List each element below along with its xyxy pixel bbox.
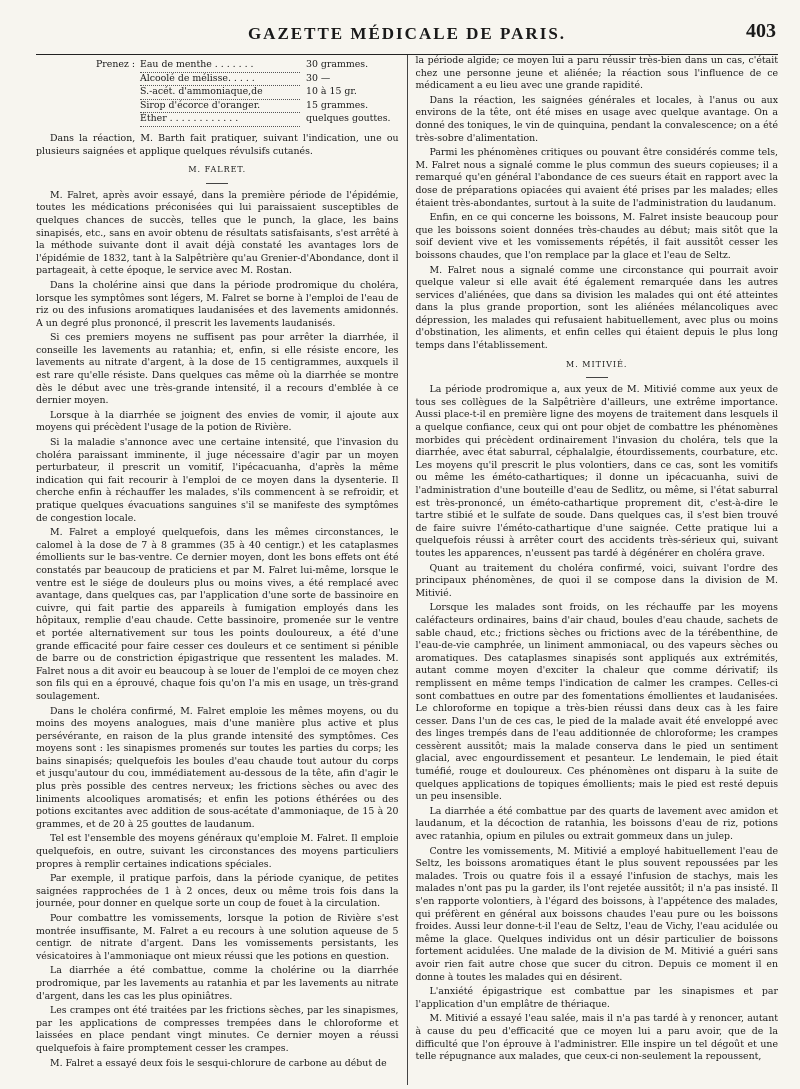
paragraph: Parmi les phénomènes critiques ou pouvant être considérés comme tels, M. Falret nous a signalé comme le plus commun des sueurs copieuses; il a remarqué qu'en général l'abondance de ces sueurs était en rapport avec la dose de préparations opiacées qui avaient été prises par les malades; elles étaient très-abondantes, surtout à la suite de l'administration du laudanum. bbox=[415, 147, 778, 209]
paragraph: M. Falret nous a signalé comme une circonstance qui pourrait avoir quelque valeur si elle avait été également remarquée dans les autres services d'aliénées, que dans sa division les malades qui ont été atteintes dans la plus grande proportion, sont les aliénées mélancoliques avec dépression, les malades qui refusaient habituellement, avec plus ou moins d'obstination, les aliments, et enfin celles qui étaient depuis le plus long temps dans l'établissement. bbox=[415, 264, 778, 352]
prescription-qty: quelques gouttes. bbox=[306, 113, 391, 125]
two-column-body bbox=[36, 55, 778, 1085]
prescription-item: Alcoolé de mélisse. . . . . bbox=[140, 73, 300, 87]
prescription-row bbox=[96, 113, 399, 127]
paragraph: M. Mitivié a essayé l'eau salée, mais il n'a pas tardé à y renoncer, autant à cause du peu d'efficacité que ce moyen lui a paru avoir, que de la difficulté que l'on éprouve à l'administrer. Elle inspire un tel dégoût et une telle répugnance aux malades, que ceux-ci non-seulement la repoussent, bbox=[415, 1013, 778, 1063]
paragraph: La diarrhée a été combattue, comme la cholérine ou la diarrhée prodromique, par les lavements au ratanhia et par les lavements au nitrate d'argent, dans les cas les plus opiniâtres. bbox=[36, 965, 399, 1002]
prescription-block bbox=[96, 59, 399, 127]
right-column bbox=[407, 55, 779, 1085]
paragraph: Lorsque les malades sont froids, on les réchauffe par les moyens caléfacteurs ordinaires, bains d'air chaud, boules d'eau chaude, sachets de sable chaud, etc.; frictions sèches ou frictions avec de la térébenthine, de l'eau-de-vie camphrée, un liniment ammoniacal, ou des vapeurs sèches ou aromatiques. Des cataplasmes sinapisés sont appliqués aux extrémités, autant comme moyen d'exciter la chaleur que comme dérivatif; ils remplissent en même temps l'indication de calmer les crampes. Celles-ci sont combattues en outre par des fomentations émollientes et laudanisées. Le chloroforme en topique a très-bien réussi dans deux cas à les faire cesser. Dans l'un de ces cas, le pied de la malade avait été enveloppé avec des linges trempés dans de l'eau additionnée de chloroforme; les crampes cessèrent aussitôt; mais la malade conserva dans le pied un sentiment glacial, avec engourdissement et pesanteur. Le lendemain, le pied était tuméfié, rouge et douloureux. Ces phénomènes ont disparu à la suite de quelques applications de topiques émollients; mais le pied est resté depuis un peu insensible. bbox=[415, 602, 778, 803]
prescription-qty: 10 à 15 gr. bbox=[306, 86, 357, 98]
heading-rule bbox=[586, 377, 608, 378]
paragraph: Contre les vomissements, M. Mitivié a employé habituellement l'eau de Seltz, les boissons aromatiques étant le plus souvent repoussées par les malades. Trois ou quatre fois il a essayé l'infusion de stachys, mais les malades n'ont pas pu la garder, ils l'ont rejetée aussitôt; il n'a pas insisté. Il s'en rapporte volontiers, à l'égard des boissons, à l'appétence des malades, qui préfèrent en général aux boissons chaudes l'eau pure ou les boissons froides. Aussi leur donne-t-il l'eau de Seltz, l'eau de Vichy, l'eau acidulée ou même la glace. Quelques individus ont un désir particulier de boissons fortement acidulées. Une malade de la division de M. Mitivié a guéri sans avoir rien fait autre chose que sucer du citron. Depuis ce moment il en donne à toutes les malades qui en désirent. bbox=[415, 845, 778, 983]
prescription-qty: 30 — bbox=[306, 72, 331, 84]
paragraph: Les crampes ont été traitées par les frictions sèches, par les sinapismes, par les applications de compresses trempées dans le chloroforme et laissées en place pendant vingt minutes. Ce dernier moyen a réussi quelquefois à faire promptement cesser les crampes. bbox=[36, 1005, 399, 1054]
paragraph: la période algide; ce moyen lui a paru réussir très-bien dans un cas, c'était chez une personne jeune et aliénée; la réaction sous l'influence de ce médicament a eu lieu avec une grande rapidité. bbox=[415, 55, 778, 92]
paragraph: M. Falret a employé quelquefois, dans les mêmes circonstances, le calomel à la dose de 7 à 8 grammes (35 à 40 centigr.) et les cataplasmes émollients sur le bas-ventre. Ce dernier moyen, dont les bons effets ont été constatés par beaucoup de praticiens et par M. Falret lui-même, lorsque le ventre est le siége de douleurs plus ou moins vives, a été remplacé avec avantage, dans quelques cas, par l'application d'une sorte de bassinoire en cuivre, qui fait partie des appareils à fumigation employés dans les hôpitaux, remplie d'eau chaude. Cette bassinoire, promenée sur le ventre et portée alternativement sur tous les points douloureux, a été d'une grande efficacité pour faire cesser ces douleurs et ce sentiment si pénible de barre ou de constriction épigastrique que ressentent les malades. M. Falret nous a dit avoir eu beaucoup à se louer de l'emploi de ce moyen chez son fils qui en a éprouvé, chaque fois qu'on l'a mis en usage, un très-grand soulagement. bbox=[36, 527, 399, 702]
prescription-item: Eau de menthe . . . . . . . bbox=[140, 59, 300, 73]
paragraph: Pour combattre les vomissements, lorsque la potion de Rivière s'est montrée insuffisante, M. Falret a eu recours à une solution aqueuse de 5 centigr. de nitrate d'argent. Dans les vomissements persistants, les vésicatoires à l'ammoniaque ont mieux réussi que les potions en question. bbox=[36, 913, 399, 962]
section-heading-falret: M. FALRET. bbox=[188, 165, 247, 175]
section-heading-mitivie: M. MITIVIÉ. bbox=[566, 359, 628, 369]
paragraph: Par exemple, il pratique parfois, dans la période cyanique, de petites saignées rapprochées de 1 à 2 onces, deux ou même trois fois dans la journée, pour donner en quelque sorte un coup de fouet à la circulation. bbox=[36, 873, 399, 910]
journal-title: GAZETTE MÉDICALE DE PARIS. bbox=[247, 24, 567, 43]
paragraph: Enfin, en ce qui concerne les boissons, M. Falret insiste beaucoup pour que les boissons soient données très-chaudes au début; mais sitôt que la soif devient vive et les vomissements répétés, il fait aussitôt cesser les boissons chaudes, que l'on remplace par la glace et l'eau de Seltz. bbox=[415, 212, 778, 261]
page-number: 403 bbox=[746, 20, 776, 42]
paragraph: La période prodromique a, aux yeux de M. Mitivié comme aux yeux de tous ses collègues de la Salpêtrière d'ailleurs, une extrême importance. Aussi place-t-il en première ligne des moyens de traitement dans lesquels il a quelque confiance, ceux qui ont pour objet de combattre les phénomènes morbides qui précèdent ordinairement l'invasion du choléra, tels que la diarrhée, avec état saburral, céphalalgie, étourdissements, courbature, etc. Les moyens qu'il prescrit le plus volontiers, dans ce cas, sont les vomitifs ou même les éméto-cathartiques; il donne un ipécacuanha, suivi de l'administration d'une bouteille d'eau de Sedlitz, ou même, si l'état saburral est très-prononcé, un éméto-cathartique proprement dit, c'est-à-dire le tartre stibié et le sulfate de soude. Dans quelques cas, il s'est bien trouvé de faire suivre l'éméto-cathartique d'une saignée. Cette pratique lui a quelquefois réussi à arrêter court des accidents très-sérieux qui, suivant toutes les apparences, n'eussent pas tardé à dégénérer en choléra grave. bbox=[415, 384, 778, 559]
paragraph: Dans le choléra confirmé, M. Falret emploie les mêmes moyens, ou du moins des moyens analogues, mais d'une manière plus active et plus persévérante, en raison de la plus grande intensité des symptômes. Ces moyens sont : les sinapismes promenés sur toutes les parties du corps; les bains sinapisés; quelquefois les boules d'eau chaude tout autour du corps et jusqu'autour du cou, immédiatement au-dessous de la tête, afin d'agir le plus près possible des centres nerveux; les frictions sèches ou avec des liniments alcooliques aromatisés; et enfin les potions éthérées ou des potions excitantes avec addition de sous-acétate d'ammoniaque, de 15 à 20 grammes, et de 20 à 25 gouttes de laudanum. bbox=[36, 705, 399, 830]
page-header bbox=[36, 18, 778, 55]
paragraph: Si la maladie s'annonce avec une certaine intensité, que l'invasion du choléra paraissant imminente, il juge nécessaire d'agir par un moyen perturbateur, il prescrit un vomitif, l'ipécacuanha, d'après la même indication qui fait recourir à l'emploi de ce moyen dans la dysenterie. Il cherche enfin à réchauffer les malades, s'ils commencent à se refroidir, et pratique quelques évacuations sanguines s'il se manifeste des symptômes de congestion locale. bbox=[36, 437, 399, 524]
paragraph: Dans la réaction, les saignées générales et locales, à l'anus ou aux environs de la tête, ont été mises en usage avec quelque avantage. On a donné des toniques, le vin de quinquina, pendant la convalescence; on a été très-sobre d'alimentation. bbox=[415, 94, 778, 144]
prescription-qty: 30 grammes. bbox=[306, 59, 369, 70]
paragraph: L'anxiété épigastrique est combattue par les sinapismes et par l'application d'un emplâtre de thériaque. bbox=[415, 986, 778, 1010]
prescription-item: Éther . . . . . . . . . . . . bbox=[140, 113, 300, 127]
prescription-row bbox=[96, 100, 399, 114]
prescription-item: S.-acét. d'ammoniaque,de bbox=[140, 86, 300, 100]
prescription-lead: Prenez : bbox=[96, 59, 136, 70]
prescription-row bbox=[96, 59, 399, 73]
paragraph: Dans la cholérine ainsi que dans la période prodromique du choléra, lorsque les symptômes sont légers, M. Falret se borne à l'emploi de l'eau de riz ou des infusions aromatiques laudanisées et des lavements amidonnés. A un degré plus prononcé, il prescrit les lavements laudanisés. bbox=[36, 279, 399, 329]
prescription-qty: 15 grammes. bbox=[306, 99, 369, 111]
prescription-row bbox=[96, 86, 399, 100]
paragraph: M. Falret a essayé deux fois le sesqui-chlorure de carbone au début de bbox=[50, 1057, 387, 1069]
paragraph: M. Falret, après avoir essayé, dans la première période de l'épidémie, toutes les médications préconisées qui lui paraissaient susceptibles de quelques chances de succès, telles que le punch, la glace, les bains sinapisés, etc., sans en avoir obtenu de résultats satisfaisants, s'est arrêté à la méthode suivante dont il avait déjà constaté les avantages lors de l'épidémie de 1832, tant à la Salpêtrière qu'au Grenier-d'Abondance, dont il partageait, à cette époque, le service avec M. Rostan. bbox=[36, 189, 399, 277]
paragraph: La diarrhée a été combattue par des quarts de lavement avec amidon et laudanum, et la décoction de ratanhia, les boissons d'eau de riz, potions avec ratanhia, opium en pilules ou extrait gommeux dans un julep. bbox=[415, 805, 778, 843]
paragraph: Quant au traitement du choléra confirmé, voici, suivant l'ordre des principaux phénomènes, de quoi il se compose dans la division de M. Mitivié. bbox=[415, 562, 778, 599]
prescription-item: Sirop d'écorce d'oranger. bbox=[140, 100, 300, 114]
paragraph: Dans la réaction, M. Barth fait pratiquer, suivant l'indication, une ou plusieurs saignées et applique quelques révulsifs cutanés. bbox=[36, 132, 399, 157]
paragraph: Lorsque à la diarrhée se joignent des envies de vomir, il ajoute aux moyens qui précèdent l'usage de la potion de Rivière. bbox=[36, 409, 399, 434]
prescription-row bbox=[96, 73, 399, 87]
heading-rule bbox=[206, 183, 228, 184]
left-column bbox=[36, 55, 407, 1085]
paragraph: Tel est l'ensemble des moyens généraux qu'emploie M. Falret. Il emploie quelquefois, en outre, suivant les circonstances des moyens particuliers propres à remplir certaines indications spéciales. bbox=[36, 833, 399, 870]
paragraph: Si ces premiers moyens ne suffisent pas pour arrêter la diarrhée, il conseille les lavements au ratanhia; et, enfin, si elle résiste encore, les lavements au nitrate d'argent, à la dose de 15 centigrammes, auxquels il est rare qu'elle résiste. Dans quelques cas même où la diarrhée se montre dès le début avec une très-grande intensité, il a recours d'emblée à ce dernier moyen. bbox=[36, 332, 399, 407]
